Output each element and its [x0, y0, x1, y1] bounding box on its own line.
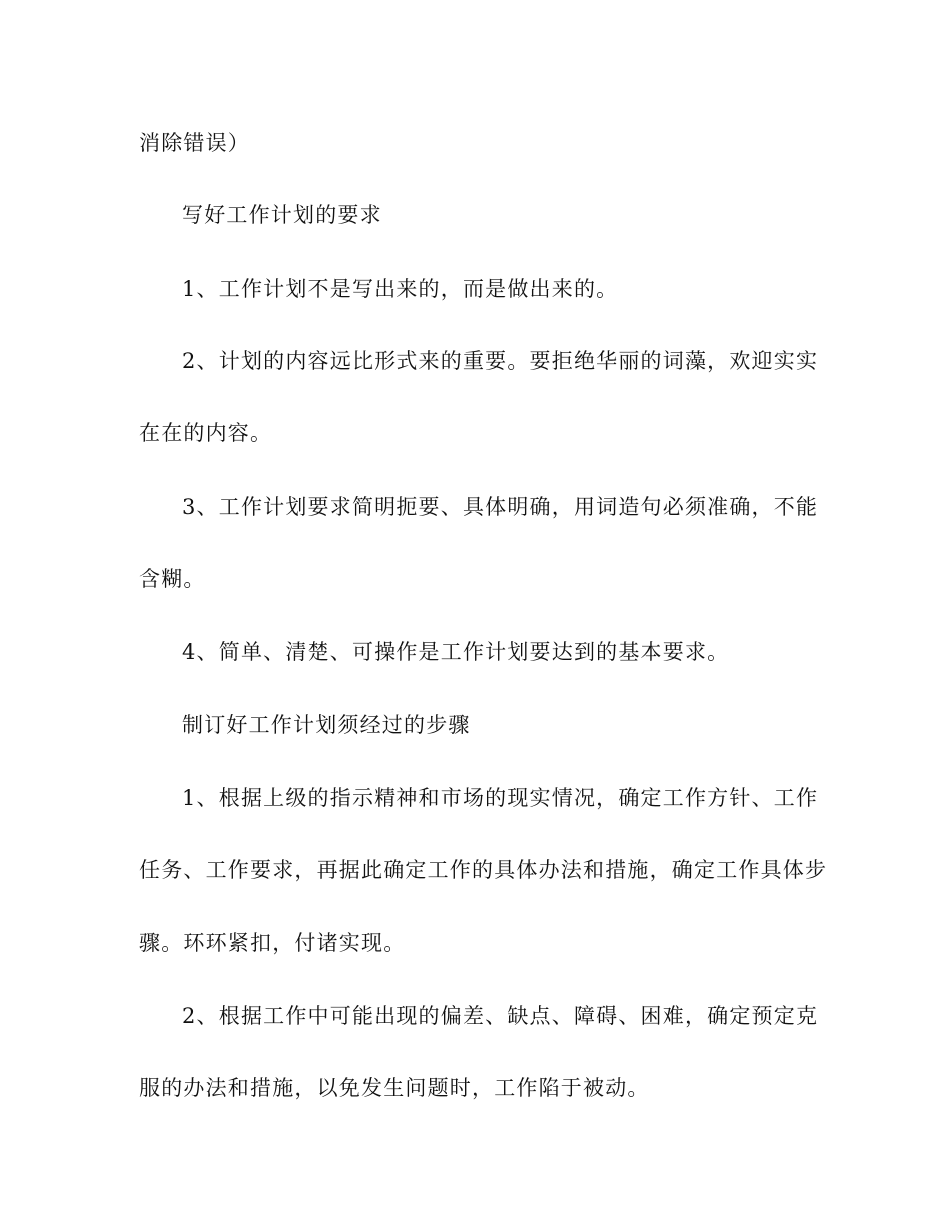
paragraph-line: 骤。环环紧扣，付诸实现。 — [139, 931, 406, 955]
paragraph-line: 2、根据工作中可能出现的偏差、缺点、障碍、困难，确定预定克 — [182, 1004, 819, 1028]
paragraph-line: 服的办法和措施，以免发生问题时，工作陷于被动。 — [139, 1076, 650, 1100]
section-heading: 写好工作计划的要求 — [182, 203, 382, 227]
paragraph-line: 3、工作计划要求简明扼要、具体明确，用词造句必须准确，不能 — [182, 495, 819, 519]
paragraph-line: 含糊。 — [139, 567, 206, 591]
paragraph-line: 任务、工作要求，再据此确定工作的具体办法和措施，确定工作具体步 — [139, 858, 828, 882]
paragraph-line: 1、根据上级的指示精神和市场的现实情况，确定工作方针、工作 — [182, 786, 819, 810]
paragraph-line: 2、计划的内容远比形式来的重要。要拒绝华丽的词藻，欢迎实实 — [182, 349, 819, 373]
paragraph-line: 4、简单、清楚、可操作是工作计划要达到的基本要求。 — [182, 640, 730, 664]
paragraph-line: 在在的内容。 — [139, 421, 273, 445]
paragraph-line: 1、工作计划不是写出来的，而是做出来的。 — [182, 277, 619, 301]
paragraph-line: 消除错误） — [139, 131, 250, 155]
section-heading: 制订好工作计划须经过的步骤 — [182, 713, 471, 737]
